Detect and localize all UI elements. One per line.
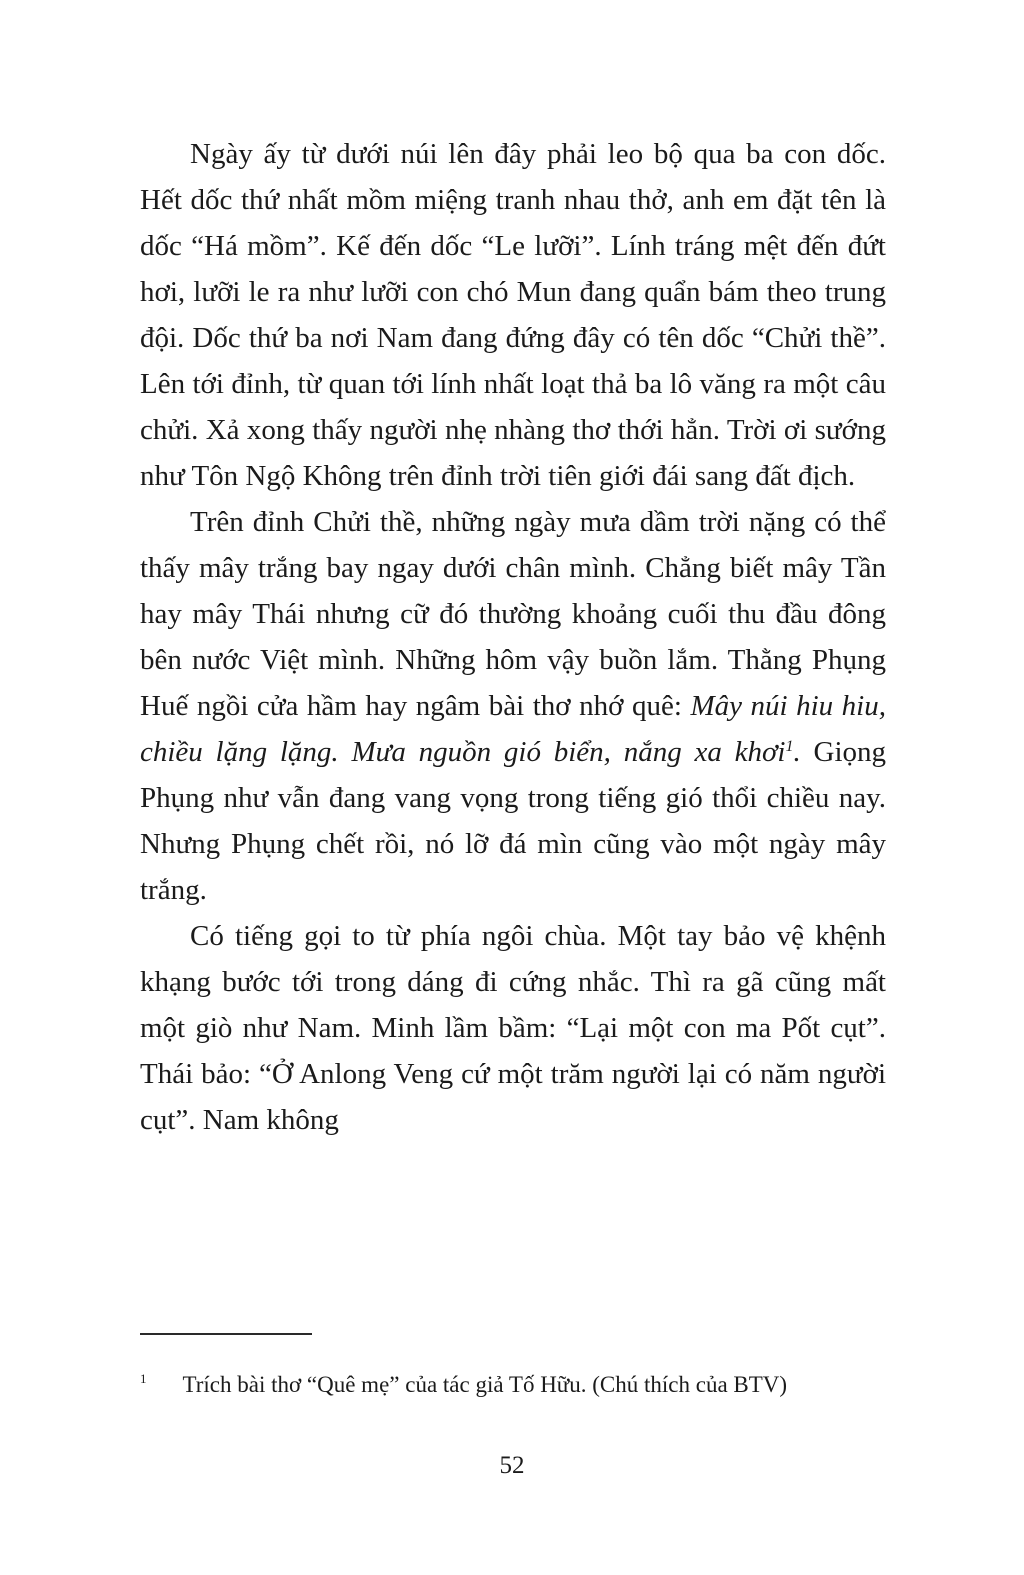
footnote-text: Trích bài thơ “Quê mẹ” của tác giả Tố Hữu. (Chú thích của BTV) [182, 1372, 788, 1397]
paragraph-2 [140, 499, 886, 913]
footnote-marker: 1 [140, 1371, 147, 1386]
quoted-poem-end: . [793, 736, 801, 768]
paragraph-2-text-lead: Trên đỉnh Chửi thề, những ngày mưa dầm trời nặng có thể thấy mây trắng bay ngay dưới chân mình. Chẳng biết mây Tần hay mây Thái nhưng cữ đó thường khoảng cuối thu đầu đông bên nước Việt mình. Những hôm vậy buồn lắm. Thằng Phụng Huế ngồi cửa hầm hay ngâm bài thơ nhớ quê: [140, 506, 886, 722]
page-number: 52 [499, 1452, 525, 1479]
footnote-rule [140, 1333, 312, 1335]
page-content [140, 131, 886, 1143]
paragraph-2-text-tail: Giọng Phụng như vẫn đang vang vọng trong tiếng gió thổi chiều nay. Nhưng Phụng chết rồi, nó lỡ đá mìn cũng vào một ngày mây trắng. [140, 736, 887, 906]
footnote [140, 1362, 886, 1402]
quoted-poem-line: Mây núi hiu hiu, chiều lặng lặng. Mưa nguồn gió biển, nắng xa khơi [140, 690, 886, 768]
paragraph-3-text: Có tiếng gọi to từ phía ngôi chùa. Một tay bảo vệ khệnh khạng bước tới trong dáng đi cứng nhắc. Thì ra gã cũng mất một giò như Nam. Minh lầm bầm: “Lại một con ma Pốt cụt”. Thái bảo: “Ở Anlong Veng cứ một trăm người lại có năm người cụt”. Nam không [140, 920, 886, 1136]
paragraph-1 [140, 131, 886, 499]
paragraph-3 [140, 913, 886, 1143]
paragraph-1-text: Ngày ấy từ dưới núi lên đây phải leo bộ qua ba con dốc. Hết dốc thứ nhất mồm miệng tranh nhau thở, anh em đặt tên là dốc “Há mồm”. Kế đến dốc “Le lưỡi”. Lính tráng mệt đến đứt hơi, lưỡi le ra như lưỡi con chó Mun đang quẩn bám theo trung đội. Dốc thứ ba nơi Nam đang đứng đây có tên dốc “Chửi thề”. Lên tới đỉnh, từ quan tới lính nhất loạt thả ba lô văng ra một câu chửi. Xả xong thấy người nhẹ nhàng thơ thới hẳn. Trời ơi sướng như Tôn Ngộ Không trên đỉnh trời tiên giới đái sang đất địch. [140, 138, 886, 492]
footnote-reference: 1 [785, 738, 794, 755]
